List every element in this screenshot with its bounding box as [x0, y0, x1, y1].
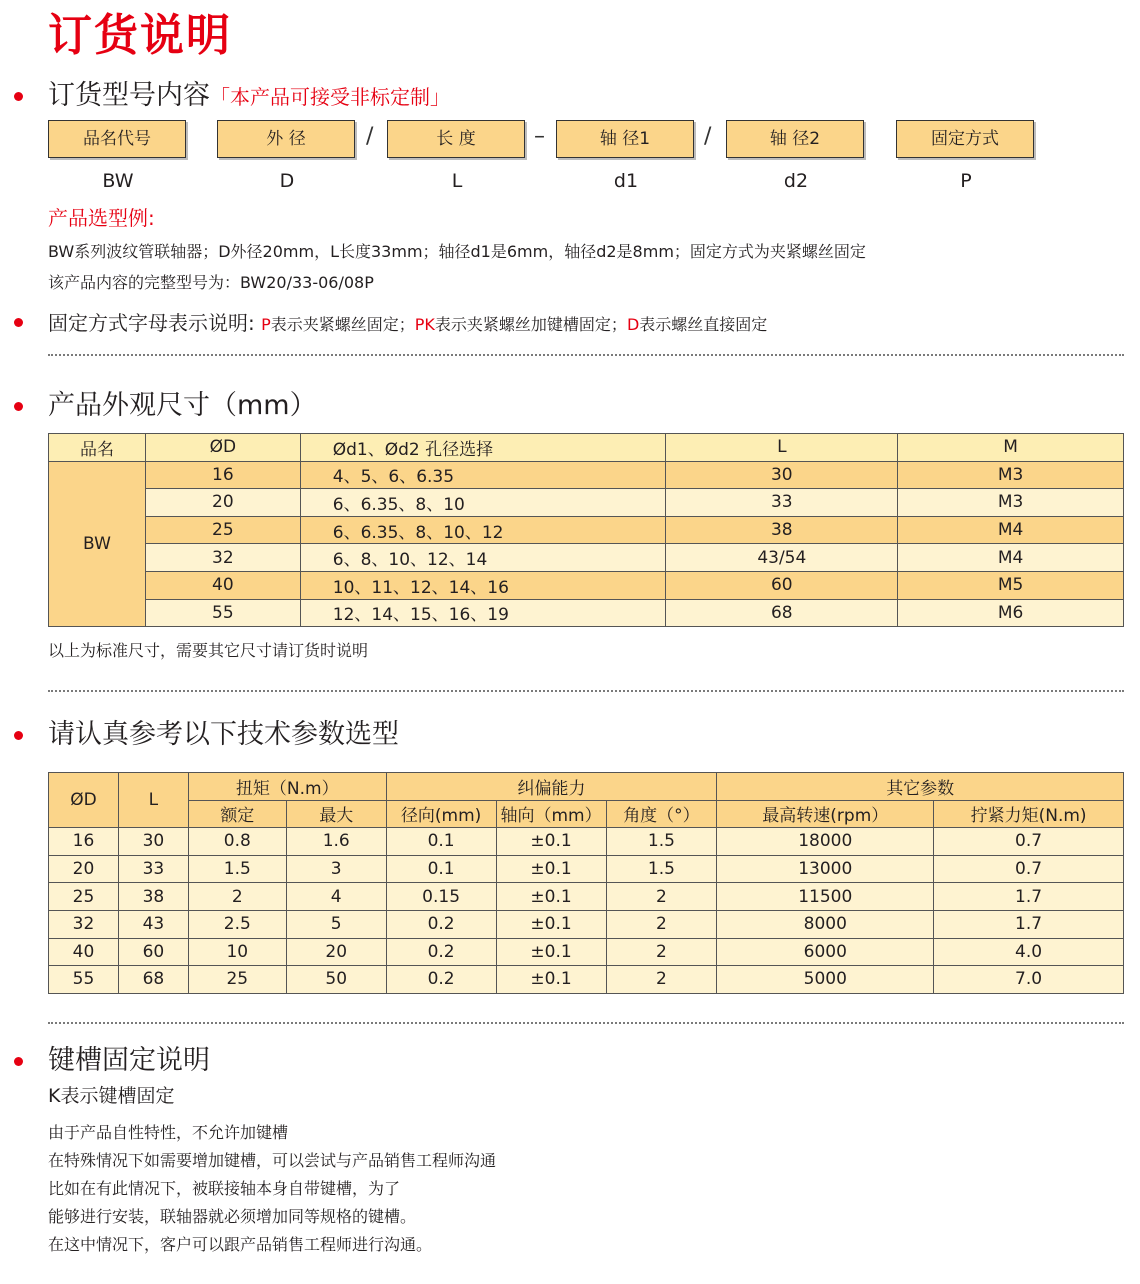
example-title: 产品选型例:	[48, 206, 155, 230]
section-tech-heading: 请认真参考以下技术参数选型	[48, 719, 399, 750]
table-cell: ±0.1	[496, 855, 606, 883]
keyway-line: 在特殊情况下如需要增加键槽，可以尝试与产品销售工程师沟通	[48, 1151, 497, 1170]
table-cell: 5	[286, 910, 386, 938]
ordering-heading-text: 订货型号内容	[48, 80, 210, 111]
table-cell: ±0.1	[496, 910, 606, 938]
section-ordering-heading	[48, 78, 450, 115]
custom-note: 「本产品可接受非标定制」	[210, 85, 450, 109]
table-cell: 32	[49, 910, 119, 938]
table-cell: ±0.1	[496, 966, 606, 994]
fixing-p-text: 表示夹紧螺丝固定；	[270, 315, 415, 334]
table-cell: 10、11、12、14、16	[300, 571, 666, 599]
table-cell: 18000	[717, 828, 934, 856]
table-row	[49, 571, 1124, 599]
table-row	[49, 938, 1124, 966]
table-cell: 33	[666, 489, 898, 517]
header-cell: 品名	[49, 434, 146, 462]
table-row	[49, 461, 1124, 489]
table-row	[49, 966, 1124, 994]
divider	[48, 690, 1124, 692]
table-cell: 60	[118, 938, 188, 966]
table-header-row	[49, 434, 1124, 462]
keyway-line: 由于产品自性特性，不允许加键槽	[48, 1123, 289, 1142]
table-cell: 25	[49, 883, 119, 911]
table-cell: 33	[118, 855, 188, 883]
code-d2: d2	[783, 170, 809, 192]
table-row	[49, 516, 1124, 544]
fixing-heading: 固定方式字母表示说明:	[48, 311, 255, 335]
table-row	[49, 855, 1124, 883]
table-cell: 25	[188, 966, 286, 994]
product-name-cell: BW	[49, 461, 146, 627]
table-cell: ±0.1	[496, 883, 606, 911]
header-cell: M	[898, 434, 1124, 462]
table-cell: 0.2	[386, 910, 496, 938]
table-cell: ±0.1	[496, 938, 606, 966]
keyway-subheading: K表示键槽固定	[48, 1085, 175, 1107]
table-cell: 6000	[717, 938, 934, 966]
fixing-p-letter: P	[261, 315, 271, 334]
table-cell: 16	[145, 461, 300, 489]
table-cell: 38	[118, 883, 188, 911]
bullet-icon	[14, 92, 23, 101]
table-cell: 2.5	[188, 910, 286, 938]
table-cell: 0.2	[386, 938, 496, 966]
table-cell: M3	[898, 461, 1124, 489]
table-row	[49, 828, 1124, 856]
fixing-pk-letter: PK	[414, 315, 435, 334]
table-cell: 0.15	[386, 883, 496, 911]
separator: /	[366, 124, 374, 149]
table-cell: M3	[898, 489, 1124, 517]
header-cell: ØD	[145, 434, 300, 462]
table-header-row	[49, 773, 1124, 801]
table-cell: 20	[286, 938, 386, 966]
keyway-line: 在这中情况下，客户可以跟产品销售工程师进行沟通。	[48, 1235, 433, 1254]
table-cell: 16	[49, 828, 119, 856]
table-cell: 0.1	[386, 828, 496, 856]
table-cell: 11500	[717, 883, 934, 911]
table-cell: M4	[898, 516, 1124, 544]
header-cell: 额定	[188, 800, 286, 828]
table-cell: 0.8	[188, 828, 286, 856]
dimensions-table	[48, 433, 1124, 627]
code-d: D	[279, 170, 295, 192]
table-cell: 0.1	[386, 855, 496, 883]
table-cell: 8000	[717, 910, 934, 938]
section-keyway-heading: 键槽固定说明	[48, 1045, 210, 1076]
table-cell: 13000	[717, 855, 934, 883]
keyway-line: 能够进行安装，联轴器就必须增加同等规格的键槽。	[48, 1207, 417, 1226]
table-cell: 12、14、15、16、19	[300, 599, 666, 627]
code-p: P	[960, 170, 972, 192]
example-line-1: BW系列波纹管联轴器；D外径20mm，L长度33mm；轴径d1是6mm，轴径d2是8mm；固定方式为夹紧螺丝固定	[48, 242, 866, 261]
header-cell: ØD	[49, 773, 119, 828]
model-box-fixing: 固定方式	[896, 120, 1034, 158]
table-cell: 2	[606, 938, 717, 966]
bullet-icon	[14, 402, 23, 411]
table-cell: 1.7	[934, 910, 1124, 938]
table-cell: 55	[49, 966, 119, 994]
separator: /	[704, 124, 712, 149]
header-cell: 角度（°）	[606, 800, 717, 828]
table-cell: 68	[118, 966, 188, 994]
table-cell: 0.7	[934, 855, 1124, 883]
table-cell: 6、8、10、12、14	[300, 544, 666, 572]
table-row	[49, 910, 1124, 938]
table-cell: 40	[145, 571, 300, 599]
model-box-outer-diameter: 外 径	[217, 120, 355, 158]
table-cell: 4.0	[934, 938, 1124, 966]
header-cell: 轴向（mm）	[496, 800, 606, 828]
table-cell: 7.0	[934, 966, 1124, 994]
header-cell: L	[118, 773, 188, 828]
separator: –	[534, 124, 545, 149]
divider	[48, 354, 1124, 356]
table-cell: 30	[666, 461, 898, 489]
fixing-legend	[48, 308, 767, 340]
table-cell: ±0.1	[496, 828, 606, 856]
table-cell: 20	[49, 855, 119, 883]
table-cell: M5	[898, 571, 1124, 599]
header-cell: 扭矩（N.m）	[188, 773, 386, 801]
header-cell: 其它参数	[717, 773, 1124, 801]
header-cell: 纠偏能力	[386, 773, 717, 801]
code-d1: d1	[613, 170, 639, 192]
table-cell: 0.2	[386, 966, 496, 994]
divider	[48, 1022, 1124, 1024]
table-cell: 43/54	[666, 544, 898, 572]
table-cell: 20	[145, 489, 300, 517]
header-cell: L	[666, 434, 898, 462]
table-row	[49, 883, 1124, 911]
table-cell: 43	[118, 910, 188, 938]
table-row	[49, 544, 1124, 572]
dimensions-footnote: 以上为标准尺寸，需要其它尺寸请订货时说明	[48, 641, 369, 660]
section-dimensions-heading: 产品外观尺寸（mm）	[48, 390, 317, 421]
table-cell: 68	[666, 599, 898, 627]
table-cell: 55	[145, 599, 300, 627]
table-cell: 38	[666, 516, 898, 544]
model-box-product-code: 品名代号	[48, 120, 186, 158]
table-cell: 2	[606, 966, 717, 994]
header-cell: 最大	[286, 800, 386, 828]
header-cell: Ød1、Ød2 孔径选择	[300, 434, 666, 462]
table-subheader-row	[49, 800, 1124, 828]
table-cell: 30	[118, 828, 188, 856]
table-cell: 1.5	[606, 855, 717, 883]
header-cell: 径向(mm)	[386, 800, 496, 828]
table-cell: 2	[606, 910, 717, 938]
bullet-icon	[14, 318, 23, 327]
fixing-d-text: 表示螺丝直接固定	[639, 315, 768, 334]
keyway-line: 比如在有此情况下，被联接轴本身自带键槽，为了	[48, 1179, 401, 1198]
table-cell: 1.5	[188, 855, 286, 883]
table-cell: 4、5、6、6.35	[300, 461, 666, 489]
table-cell: 25	[145, 516, 300, 544]
table-cell: 40	[49, 938, 119, 966]
bullet-icon	[14, 1057, 23, 1066]
tech-params-table	[48, 772, 1124, 994]
table-cell: 3	[286, 855, 386, 883]
code-bw: BW	[102, 170, 134, 192]
page-title: 订货说明	[48, 10, 232, 61]
example-line-2: 该产品内容的完整型号为：BW20/33-06/08P	[48, 273, 374, 292]
table-row	[49, 599, 1124, 627]
table-cell: 5000	[717, 966, 934, 994]
table-cell: 1.6	[286, 828, 386, 856]
table-cell: 32	[145, 544, 300, 572]
table-cell: 10	[188, 938, 286, 966]
fixing-pk-text: 表示夹紧螺丝加键槽固定；	[434, 315, 627, 334]
table-cell: M6	[898, 599, 1124, 627]
table-cell: M4	[898, 544, 1124, 572]
table-cell: 1.5	[606, 828, 717, 856]
table-cell: 6、6.35、8、10	[300, 489, 666, 517]
table-row	[49, 489, 1124, 517]
table-cell: 50	[286, 966, 386, 994]
table-cell: 0.7	[934, 828, 1124, 856]
table-cell: 6、6.35、8、10、12	[300, 516, 666, 544]
code-l: L	[451, 170, 463, 192]
table-cell: 2	[188, 883, 286, 911]
table-cell: 1.7	[934, 883, 1124, 911]
table-cell: 60	[666, 571, 898, 599]
header-cell: 拧紧力矩(N.m)	[934, 800, 1124, 828]
table-cell: 4	[286, 883, 386, 911]
table-cell: 2	[606, 883, 717, 911]
bullet-icon	[14, 731, 23, 740]
fixing-d-letter: D	[626, 315, 640, 334]
header-cell: 最高转速(rpm）	[717, 800, 934, 828]
model-box-shaft-d2: 轴 径2	[726, 120, 864, 158]
model-box-shaft-d1: 轴 径1	[556, 120, 694, 158]
model-box-length: 长 度	[387, 120, 525, 158]
